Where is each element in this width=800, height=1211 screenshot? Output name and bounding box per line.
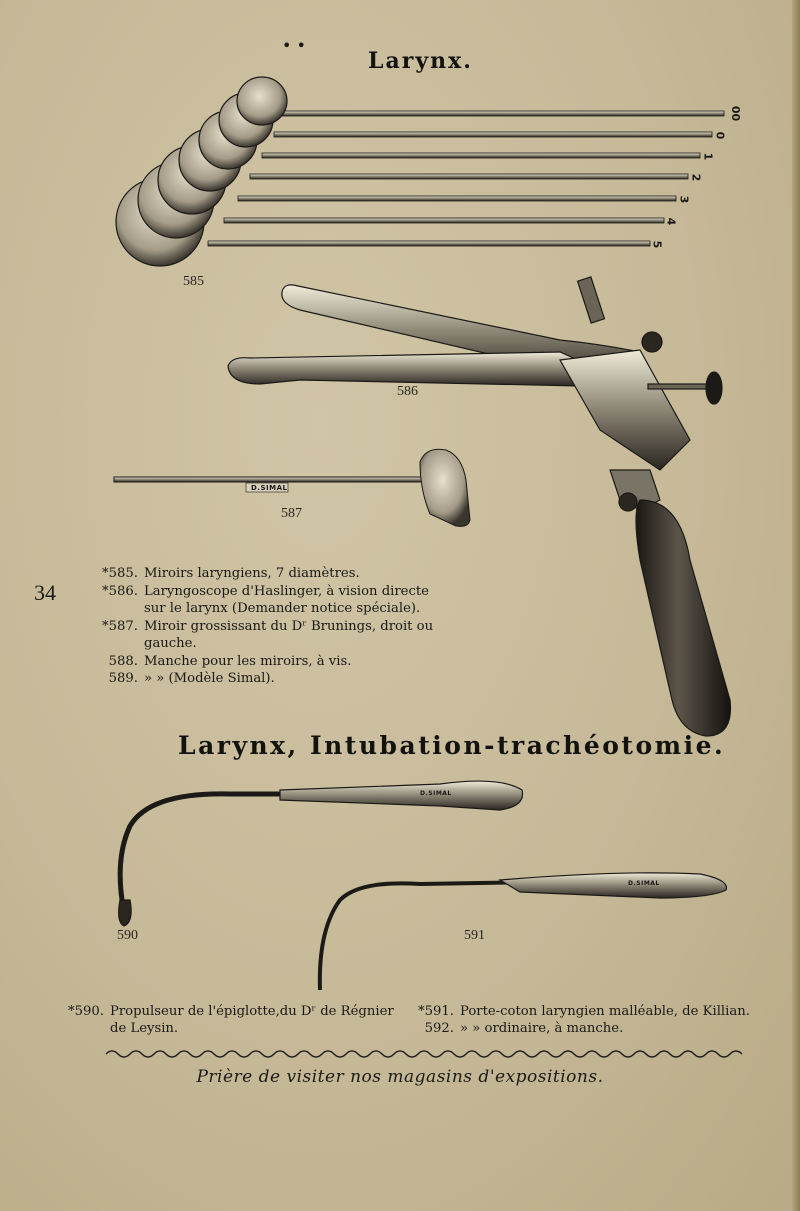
figure-number-586: 586: [397, 384, 418, 399]
caption-text: » » (Modèle Simal).: [144, 671, 275, 686]
mirror-size-5: 5: [650, 240, 664, 249]
caption-number: *585.: [102, 566, 138, 581]
caption-number: 589.: [108, 671, 138, 686]
caption-589: [86, 670, 275, 687]
caption-number: 592.: [424, 1021, 454, 1036]
caption-text: Miroir grossissant du Dʳ Brunings, droit ou: [144, 619, 434, 634]
caption-text: Porte-coton laryngien malléable, de Killian.: [460, 1004, 750, 1019]
caption-text: Manche pour les miroirs, à vis.: [144, 654, 352, 669]
mirror-stems: [208, 111, 727, 246]
caption-text: Propulseur de l'épiglotte,du Dʳ de Régnier: [110, 1004, 394, 1019]
caption-587: [86, 618, 433, 635]
mirror-size-4: 4: [664, 217, 678, 226]
engraved-mark-591: D.SIMAL: [628, 880, 660, 887]
caption-590: [52, 1003, 394, 1020]
footer-note: Prière de visiter nos magasins d'expositions.: [196, 1067, 604, 1087]
figure-number-585: 585: [183, 274, 204, 289]
heading-larynx: Larynx.: [368, 48, 473, 74]
mirror-size-3: 3: [677, 195, 691, 204]
figure-number-587: 587: [281, 506, 302, 521]
caption-586-cont: [86, 600, 420, 617]
caption-text: Laryngoscope d'Haslinger, à vision directe: [144, 584, 429, 599]
caption-590-cont: [52, 1020, 178, 1037]
caption-number: *586.: [102, 584, 138, 599]
caption-number: *591.: [418, 1004, 454, 1019]
epiglottis-pusher: [119, 781, 523, 926]
caption-586: [86, 583, 429, 600]
engraved-mark-590: D.SIMAL: [420, 790, 452, 797]
mirror-size-2: 2: [689, 173, 703, 182]
caption-587-cont: [86, 635, 197, 652]
mirror-size-00: 00: [729, 105, 743, 122]
caption-592: [402, 1020, 623, 1037]
decorative-dots: • •: [282, 36, 306, 55]
caption-591: [402, 1003, 750, 1020]
figure-number-591: 591: [464, 928, 485, 943]
caption-number: *587.: [102, 619, 138, 634]
figure-number-590: 590: [117, 928, 138, 943]
mirror-size-1: 1: [701, 152, 715, 161]
cotton-holder: [320, 873, 727, 990]
caption-588: [86, 653, 351, 670]
caption-text: Miroirs laryngiens, 7 diamètres.: [144, 566, 360, 581]
heading-intubation: Larynx, Intubation-trachéotomie.: [178, 731, 726, 760]
wavy-divider: [106, 1051, 742, 1057]
mirror-size-0: 0: [713, 131, 727, 140]
caption-text: gauche.: [144, 636, 197, 651]
caption-number: 588.: [108, 654, 138, 669]
mirror-heads: [116, 77, 287, 266]
caption-text: de Leysin.: [110, 1021, 179, 1036]
caption-text: » » ordinaire, à manche.: [460, 1021, 624, 1036]
caption-585: [86, 565, 360, 582]
caption-number: *590.: [68, 1004, 104, 1019]
page-number: 34: [34, 580, 56, 605]
caption-text: sur le larynx (Demander notice spéciale).: [144, 601, 421, 616]
engraved-mark-587: D.SIMAL: [251, 484, 288, 492]
